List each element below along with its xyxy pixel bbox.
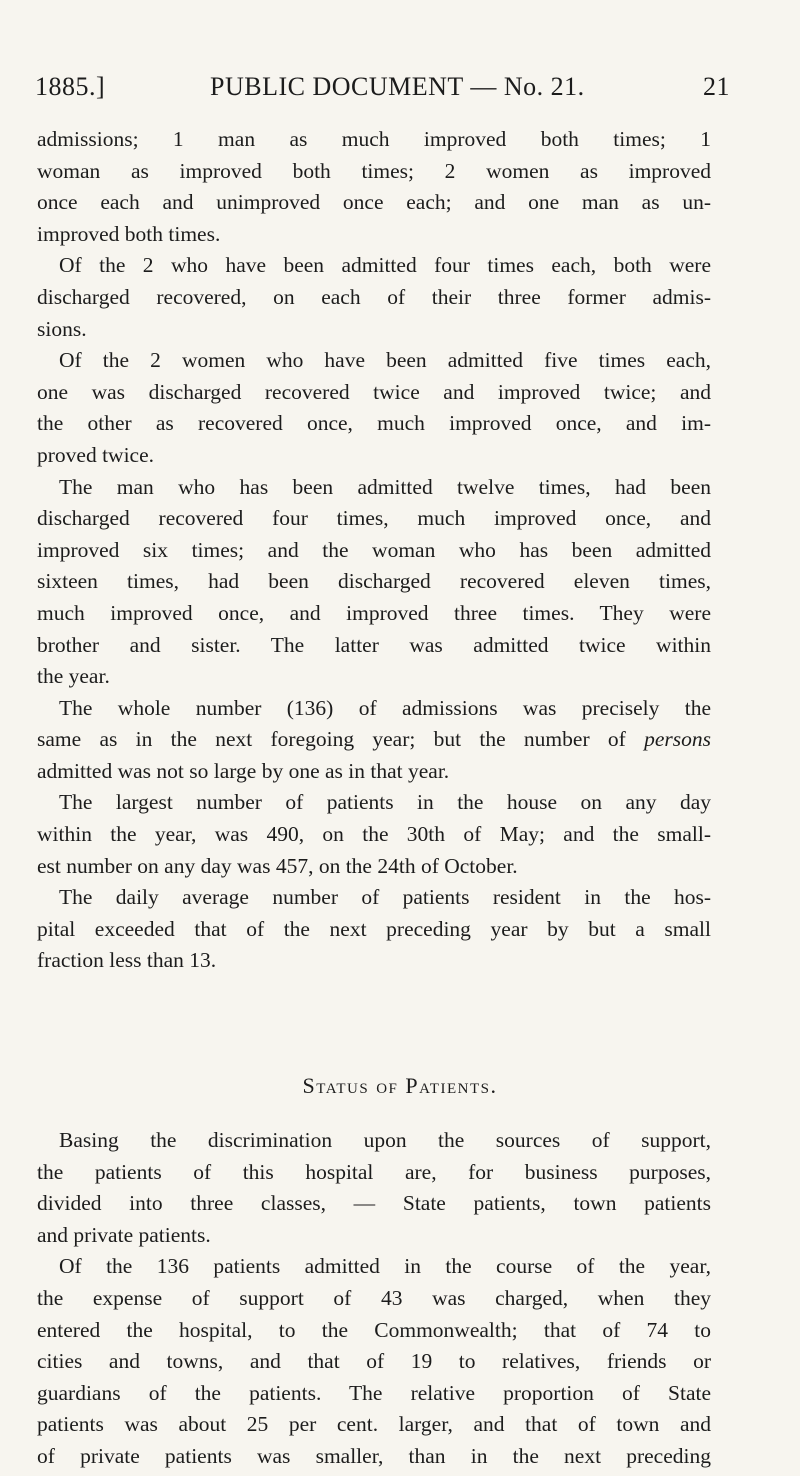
text-line: The daily average number of patients resident in the hos-: [59, 885, 711, 910]
text-line: the expense of support of 43 was charged, when they: [37, 1285, 711, 1310]
emphasis-persons: persons: [644, 727, 711, 752]
text-line: guardians of the patients. The relative proportion of State: [37, 1380, 711, 1405]
text-line: brother and sister. The latter was admitted twice within: [37, 632, 711, 657]
text-line: the year.: [37, 664, 110, 689]
text-line: patients was about 25 per cent. larger, and that of town and: [37, 1412, 711, 1437]
header-year: 1885.]: [35, 72, 106, 101]
text-line: within the year, was 490, on the 30th of May; and the small-: [37, 822, 711, 847]
text-line: fraction less than 13.: [37, 948, 217, 973]
header-title: PUBLIC DOCUMENT — No. 21.: [210, 72, 585, 101]
text-line: woman as improved both times; 2 women as improved: [37, 158, 711, 183]
text-line: The man who has been admitted twelve times, had been: [59, 474, 711, 499]
text-line: [37, 724, 711, 756]
section-text: [37, 1125, 711, 1473]
text-line: of private patients was smaller, than in the next preceding: [37, 1443, 711, 1468]
text-line: Basing the discrimination upon the sources of support,: [59, 1128, 711, 1152]
text-line: admitted was not so large by one as in that year.: [37, 758, 450, 783]
text-line: Of the 2 who have been admitted four times each, both were: [59, 253, 711, 278]
text-line: admissions; 1 man as much improved both times; 1: [37, 127, 711, 151]
page-number: 21: [703, 72, 730, 101]
text-line: cities and towns, and that of 19 to relatives, friends or: [37, 1349, 711, 1374]
text-line: pital exceeded that of the next preceding year by but a small: [37, 916, 711, 941]
text-line: est number on any day was 457, on the 24th of October.: [37, 853, 518, 878]
text-line: entered the hospital, to the Commonwealth; that of 74 to: [37, 1317, 711, 1342]
section-heading: Status of Patients.: [302, 1073, 498, 1098]
text-line: improved six times; and the woman who has been admitted: [37, 537, 711, 562]
running-header: [35, 72, 730, 112]
text-line: improved both times.: [37, 221, 221, 246]
body-text: [37, 124, 711, 977]
text-line: and private patients.: [37, 1222, 211, 1247]
text-line: The largest number of patients in the house on any day: [59, 790, 711, 815]
text-line: once each and unimproved once each; and one man as un-: [37, 190, 711, 215]
text-line: divided into three classes, — State patients, town patients: [37, 1191, 711, 1216]
text-line: Of the 136 patients admitted in the course of the year,: [59, 1254, 711, 1279]
text-line: discharged recovered four times, much improved once, and: [37, 506, 711, 531]
text-line: sions.: [37, 316, 87, 341]
text-line: the patients of this hospital are, for business purposes,: [37, 1159, 711, 1184]
text-line: The whole number (136) of admissions was precisely the: [59, 695, 711, 720]
text-line: much improved once, and improved three times. They were: [37, 600, 711, 625]
text-line: sixteen times, had been discharged recovered eleven times,: [37, 569, 711, 594]
text-line: the other as recovered once, much improved once, and im-: [37, 411, 711, 436]
text-line: proved twice.: [37, 442, 155, 467]
text-line: discharged recovered, on each of their three former admis-: [37, 284, 711, 309]
text-segment: same as in the next foregoing year; but the number of: [37, 727, 626, 752]
text-line: one was discharged recovered twice and improved twice; and: [37, 379, 711, 404]
text-line: Of the 2 women who have been admitted five times each,: [59, 348, 711, 373]
